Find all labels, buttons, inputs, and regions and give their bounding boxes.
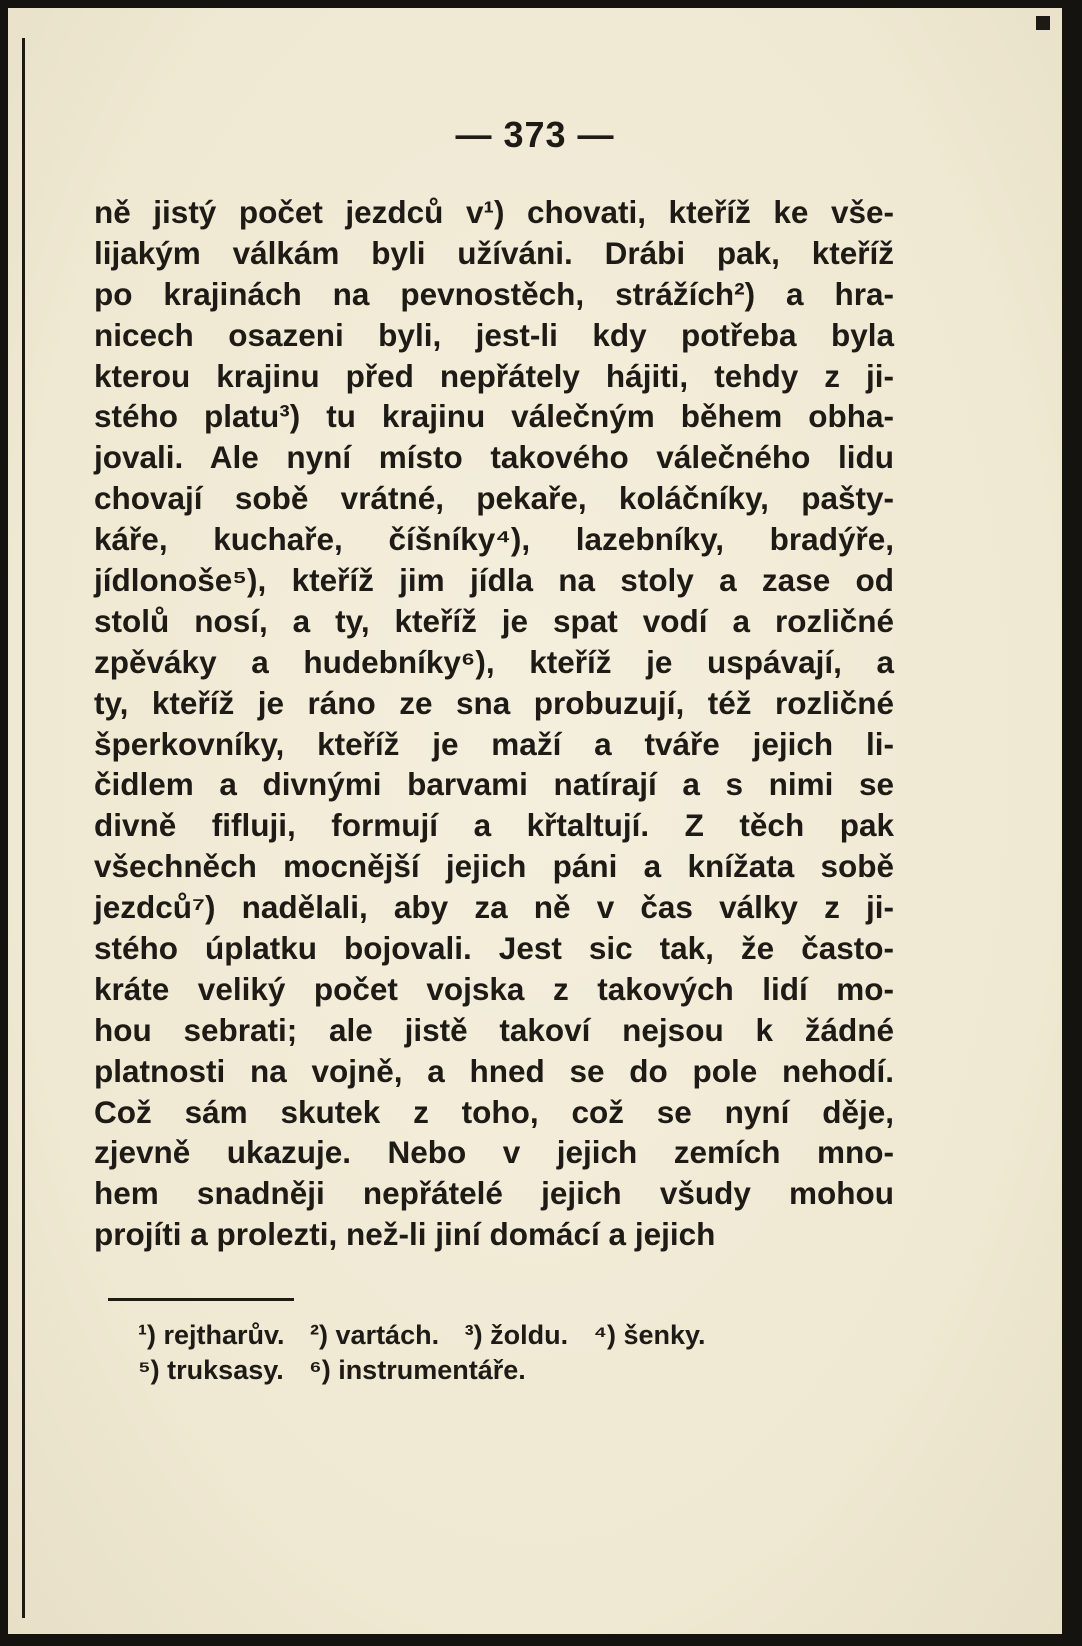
- text-line: kráte veliký počet vojska z takových lidí mo-: [94, 970, 894, 1007]
- text-line: platnosti na vojně, a hned se do pole nehodí.: [94, 1052, 894, 1089]
- footnote-line-2: [138, 1353, 928, 1388]
- text-line: jovali. Ale nyní místo takového válečného lidu: [94, 439, 894, 476]
- text-line: po krajinách na pevnostěch, strážích²) a hra-: [94, 275, 894, 312]
- footnotes: [138, 1318, 928, 1388]
- text-line: stého úplatku bojovali. Jest sic tak, že často-: [94, 930, 894, 967]
- text-line: nicech osazeni byli, jest-li kdy potřeba byla: [94, 316, 894, 353]
- text-line: chovají sobě vrátné, pekaře, koláčníky, pašty-: [94, 480, 894, 517]
- text-line: lijakým válkám byli užíváni. Drábi pak, kteříž: [94, 234, 894, 271]
- text-line: šperkovníky, kteříž je maží a tváře jejich li-: [94, 725, 894, 762]
- text-line: jezdců⁷) nadělali, aby za ně v čas války z ji-: [94, 889, 894, 926]
- footnote-rule: [108, 1298, 294, 1301]
- corner-mark: [1036, 16, 1050, 30]
- text-line: divně fifluji, formují a křtaltují. Z těch pak: [94, 807, 894, 844]
- text-line: jídlonoše⁵), kteříž jim jídla na stoly a zase od: [94, 562, 894, 599]
- footnote: ²) vartách.: [310, 1320, 440, 1350]
- footnote: ⁶) instrumentáře.: [309, 1355, 526, 1385]
- footnote: ³) žoldu.: [464, 1320, 569, 1350]
- page-paper: [8, 8, 1062, 1634]
- footnote: ⁴) šenky.: [593, 1320, 706, 1350]
- text-line: káře, kuchaře, číšníky⁴), lazebníky, bradýře,: [94, 521, 894, 558]
- text-line: stolů nosí, a ty, kteříž je spat vodí a rozličné: [94, 602, 894, 639]
- text-line: čidlem a divnými barvami natírají a s nimi se: [94, 766, 894, 803]
- text-line: všechněch mocnější jejich páni a knížata sobě: [94, 848, 894, 885]
- text-line: projíti a prolezti, než-li jiní domácí a jejich: [94, 1216, 716, 1253]
- footnote: ¹) rejtharův.: [138, 1320, 285, 1350]
- text-line: Což sám skutek z toho, což se nyní děje,: [94, 1093, 894, 1130]
- footnote: ⁵) truksasy.: [138, 1355, 284, 1385]
- text-line: kterou krajinu před nepřátely hájiti, tehdy z ji-: [94, 357, 894, 394]
- text-line: ně jistý počet jezdců v¹) chovati, kteříž ke vše-: [94, 194, 894, 230]
- page-binding-edge: [22, 38, 25, 1618]
- text-line: hem snadněji nepřátelé jejich všudy mohou: [94, 1175, 894, 1212]
- footnote-line-1: [138, 1318, 928, 1353]
- text-line: zpěváky a hudebníky⁶), kteříž je uspávají, a: [94, 643, 894, 680]
- text-line: stého platu³) tu krajinu válečným během obha-: [94, 398, 894, 435]
- body-text: [94, 192, 894, 1255]
- text-line: hou sebrati; ale jistě takoví nejsou k žádné: [94, 1011, 894, 1048]
- text-line: zjevně ukazuje. Nebo v jejich zemích mno-: [94, 1134, 894, 1171]
- page-number: — 373 —: [455, 114, 615, 155]
- text-line: ty, kteříž je ráno ze sna probuzují, též rozličné: [94, 684, 894, 721]
